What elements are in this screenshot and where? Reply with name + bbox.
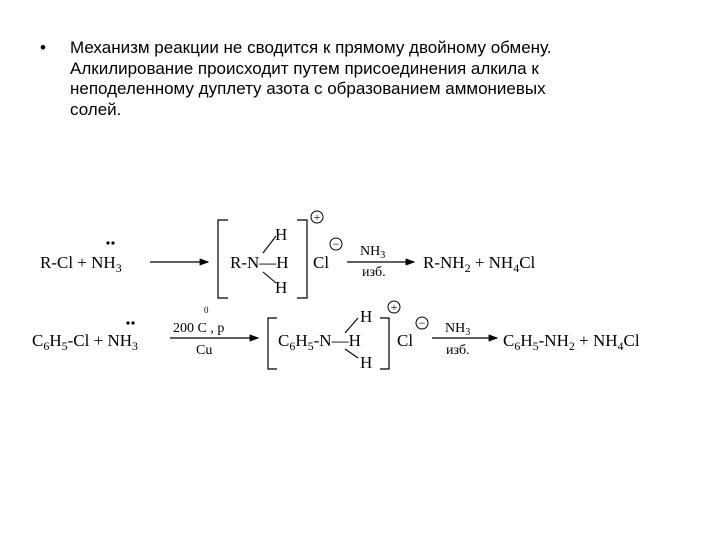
r2-ammonium-center: $C_6H_5-N—H$ xyxy=(278,331,361,353)
r2-degree-mark: 0 xyxy=(204,305,209,315)
r1-minus-charge-sign: − xyxy=(332,237,340,251)
r2-plus-charge-sign: + xyxy=(390,300,398,314)
bullet-marker: • xyxy=(40,38,46,57)
r1-ammonia: NH xyxy=(91,253,116,272)
r2-arrow-reagent: $NH_3$ xyxy=(445,321,471,338)
r2-minus-charge-sign: − xyxy=(418,316,426,330)
r1-ammonium-h-top: H xyxy=(275,225,288,244)
bullet-line-2: Алкилирование происходит путем присоединения алкила к xyxy=(70,58,539,78)
r2-ammonium-h-bottom: H xyxy=(360,353,373,372)
reaction-1 xyxy=(40,210,536,298)
r1-right-bracket xyxy=(297,220,307,298)
r1-left-bracket xyxy=(218,220,228,298)
r2-condition-top: 200 C , p xyxy=(173,321,225,336)
r2-reactant: $C_6H_5-Cl + NH_3$ xyxy=(32,331,138,353)
r1-arrow-reagent: $NH_3$ xyxy=(360,244,386,261)
r1-ammonium-center: R-N—H xyxy=(230,253,289,272)
r2-ammonium-h-top: H xyxy=(360,307,373,326)
r1-chloride: Cl xyxy=(313,253,330,272)
r2-condition-bottom: Cu xyxy=(196,343,213,358)
r1-arrow-excess-label: изб. xyxy=(362,265,386,280)
r2-left-bracket xyxy=(268,318,277,369)
bullet-line-3: неподеленному дуплету азота с образованием аммониевых xyxy=(70,79,546,98)
r2-chloride: Cl xyxy=(397,331,414,350)
r2-arrow-excess-label: изб. xyxy=(446,343,470,358)
reaction-2 xyxy=(32,300,640,372)
bullet-line-1: Механизм реакции не сводится к прямому двойному обмену. xyxy=(70,38,552,57)
r1-products: $R-NH_2 + NH_4Cl$ xyxy=(423,253,536,275)
r2-ammonia: NH xyxy=(107,331,132,350)
r1-reactant: $R-Cl + NH_3$ xyxy=(40,253,122,275)
r2-right-bracket xyxy=(380,318,389,369)
r2-lone-pair-dot xyxy=(126,321,129,324)
r2-products: $C_6H_5-NH_2 + NH_4Cl$ xyxy=(503,331,640,353)
r1-bond-top xyxy=(263,236,276,253)
bullet-line-4: солей. xyxy=(70,99,122,119)
r1-lone-pair-dot xyxy=(106,241,109,244)
r1-lone-pair-dot xyxy=(111,241,114,244)
r2-lone-pair-dot xyxy=(131,321,134,324)
r2-bond-bottom xyxy=(345,349,358,358)
r1-plus-charge-sign: + xyxy=(313,210,321,224)
r1-ammonium-h-bottom: H xyxy=(275,278,288,297)
